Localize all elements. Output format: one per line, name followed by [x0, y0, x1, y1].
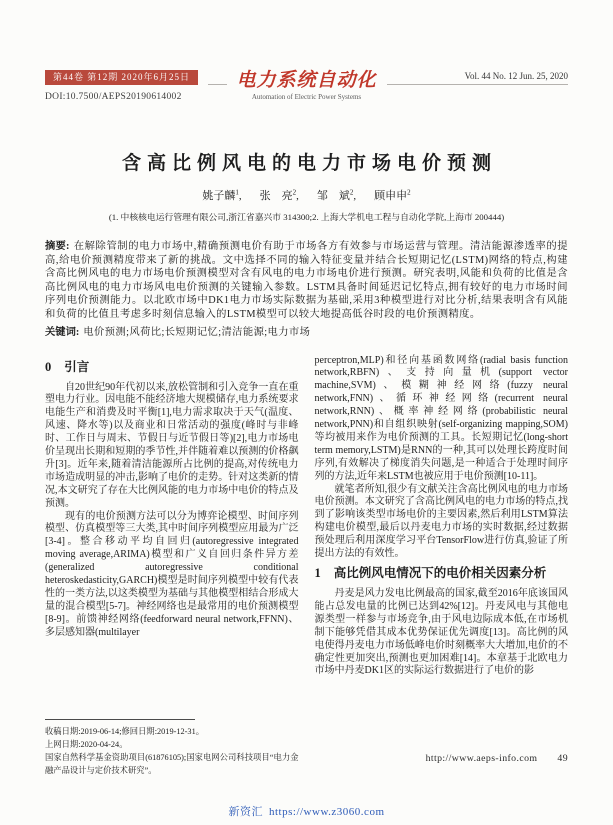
body-paragraph: 丹麦是风力发电比例最高的国家,截至2016年底该国风能占总发电量的比例已达到42%[12]。丹麦风电与其他电源类型一样参与市场竞争,由于风电边际成本低,在市场机制下能够凭借其成本优势保证优先调度[13]。高比例的风电使得丹麦电力市场低峰电价时刻概率大大增加,电价的不确定性更加突出,预测也更加困难[14]。本章基于北欧电力市场中丹麦DK1区的实际运行数据进行了电价的影	[314, 588, 568, 677]
footnote-online-date: 上网日期:2020-04-24。	[45, 739, 128, 749]
page-number: 49	[557, 752, 568, 764]
footnote-funding: 国家自然科学基金资助项目(61876105);国家电网公司科技项目“电力金融产品设计与定价技术研究”。	[45, 752, 299, 775]
footnote-block	[45, 719, 299, 777]
journal-header	[45, 68, 568, 110]
author-name: 邹 斌	[316, 190, 350, 202]
paper-title: 含高比例风电的电力市场电价预测	[121, 153, 497, 174]
body-columns	[45, 355, 568, 777]
left-column	[45, 355, 299, 777]
abstract-text: 在解除管制的电力市场中,精确预测电价有助于市场各方有效参与市场运营与管理。清洁能源渗透率的提高,给电价预测精度带来了新的挑战。文中选择不同的输入特征变量并结合长短期记忆(LSTM)网络的特点,构建含高比例风电的电力市场电价预测模型对含有风电的电力市场电价进行预测。研究表明,风能和负荷的比值是含高比例风电的电力市场风电电价预测的关键输入参数。LSTM具备时间延迟记忆特点,拥有较好的电力市场时间序列电价预测能力。以北欧市场中DK1电力市场实际数据为基础,采用3种模型进行对比分析,结果表明含有风能和负荷的比值且考虑多时刻信息输入的LSTM模型可以较大地提高低谷时段的电价预测精度。	[45, 241, 568, 320]
section-title: 高比例风电情况下的电价相关因素分析	[333, 566, 547, 580]
affiliation-line: (1. 中核核电运行管理有限公司,浙江省嘉兴市 314300;2. 上海大学机电工程与自动化学院,上海市 200444)	[108, 212, 505, 222]
author-name: 顾申申	[374, 190, 408, 202]
abstract	[45, 240, 568, 321]
section-heading-1	[315, 563, 569, 581]
section-heading-0	[45, 357, 299, 375]
journal-url-link[interactable]: http://www.aeps-info.com	[425, 752, 538, 764]
footnote-received-date: 收稿日期:2019-06-14;修回日期:2019-12-31。	[45, 726, 205, 736]
issue-badge: 第44卷 第12期 2020年6月25日	[45, 70, 198, 85]
author: 邹 斌$^2$,	[316, 188, 357, 202]
author-line	[45, 187, 568, 203]
section-number: 0	[45, 359, 52, 374]
watermark-url-link[interactable]: https://www.z3060.com	[269, 806, 385, 818]
right-column	[315, 355, 569, 777]
keywords-line	[45, 326, 568, 340]
abstract-label: 摘要:	[45, 241, 70, 252]
author-affil-sup: 2	[349, 188, 354, 197]
author-affil-sup: 1	[235, 188, 239, 197]
doi-text: DOI:10.7500/AEPS20190614002	[45, 92, 182, 102]
section-title: 引言	[64, 359, 90, 374]
body-paragraph: 自20世纪90年代初以来,放松管制和引入竞争一直在重塑电力行业。因电能不能经济地大规模储存,电力系统要求电能生产和消费及时平衡[1],电力需求取决于天气(温度、风速、降水等)以及商业和日常活动的强度(峰时与非峰时、工作日与周末、节假日与近节假日等)[2],电力市场电价呈现出长期和短期的季节性,并伴随着难以预测的价格飙升[3]。近年来,随着清洁能源所占比例的提高,对传统电力市场造成明显的冲击,影响了电价的走势。针对这类新的情况,本文研究了存在大比例风能的电力市场中电价的特点及预测。	[45, 381, 299, 509]
keywords-label: 关键词:	[45, 327, 80, 338]
author: 姚子麟$^1$,	[202, 188, 242, 202]
section-number: 1	[314, 566, 321, 580]
body-paragraph: 现有的电价预测方法可以分为博弈论模型、时间序列模型、仿真模型等三大类,其中时间序列模型应用最为广泛[3-4]。整合移动平均自回归(autoregressive integrated moving average,ARIMA)模型和广义自回归条件异方差(generalized autoregressive conditional heteroskedasticity,GARCH)模型是时间序列模型中较有代表性的一类方法,以这类模型为基础与其他模型相结合形成大量的混合模型[5-7]。神经网络也是最常用的电价预测模型[8-9]。前馈神经网络(feedforward neural network,FFNN)、多层感知器(multilayer	[45, 510, 299, 638]
author-name: 张 亮	[259, 190, 293, 202]
body-paragraph: 就笔者所知,很少有文献关注含高比例风电的电力市场电价预测。本文研究了含高比例风电的电力市场的特点,找到了影响该类型市场电价的主要因素,然后利用LSTM算法构建电价模型,最后以丹麦电力市场的实时数据,经过数据预处理后利用深度学习平台TensorFlow进行仿真,验证了所提出方法的有效性。	[314, 483, 568, 560]
journal-name-cn: 电力系统自动化	[236, 70, 377, 91]
watermark-site-name: 新资汇	[228, 806, 263, 818]
footnote-rule	[45, 719, 195, 720]
volume-info: Vol. 44 No. 12 Jun. 25, 2020	[457, 71, 568, 84]
author-affil-sup: 2	[407, 188, 411, 197]
body-paragraph: perceptron,MLP)和径向基函数网络(radial basis function network,RBFN)、支持向量机(support vector machine,SVM)、模糊神经网络(fuzzy neural network,FNN)、循环神经网络(recurrent neural network,RNN)、概率神经网络(probabilistic neural network,PNN)和自组织映射(self-organizing mapping,SOM)等均被用来作为电价预测的工具。长短期记忆(long-short term memory,LSTM)是RNN的一种,其可以处理长跨度时间序列,有效解决了梯度消失问题,是一种适合于处理时间序列的方法,近年来LSTM也被应用于电价预测[10-11]。	[314, 354, 568, 482]
author-name: 姚子麟	[202, 190, 236, 202]
author: 张 亮$^2$,	[259, 188, 299, 202]
page-footer	[315, 753, 569, 777]
watermark	[0, 803, 613, 819]
journal-logo	[226, 65, 386, 101]
journal-name-en: Automation of Electric Power Systems	[251, 93, 362, 101]
author	[374, 190, 411, 202]
keywords-text: 电价预测;风荷比;长短期记忆;清洁能源;电力市场	[83, 327, 311, 338]
author-affil-sup: 2	[292, 188, 297, 197]
